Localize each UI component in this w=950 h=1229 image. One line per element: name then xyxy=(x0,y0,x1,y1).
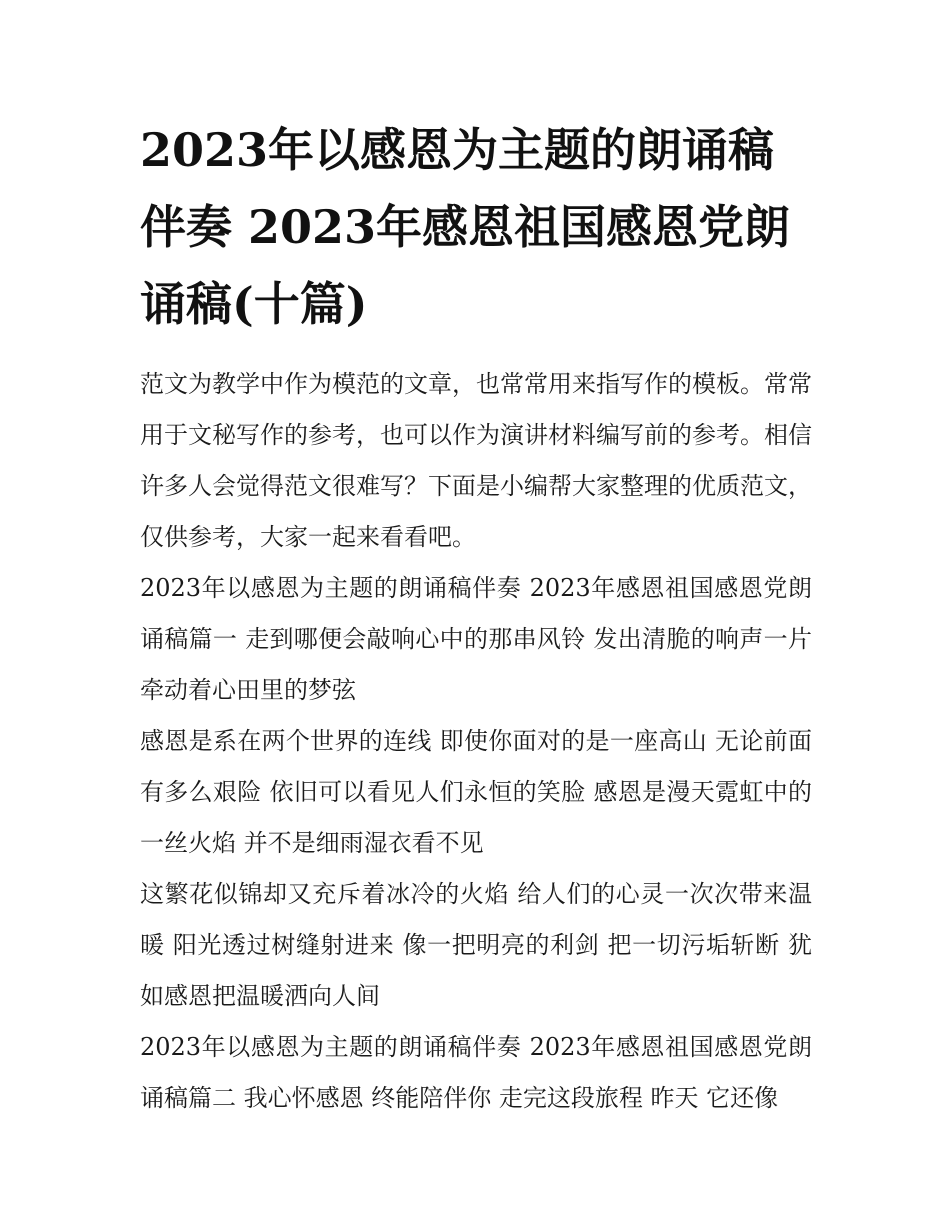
body-paragraph: 2023年以感恩为主题的朗诵稿伴奏 2023年感恩祖国感恩党朗诵稿篇二 我心怀感恩 终能陪伴你 走完这段旅程 昨天 它还像 xyxy=(140,1033,812,1112)
document-title: 2023年以感恩为主题的朗诵稿伴奏 2023年感恩祖国感恩党朗诵稿(十篇) xyxy=(140,123,791,331)
document-body xyxy=(140,359,812,1124)
body-paragraph: 这繁花似锦却又充斥着冰冷的火焰 给人们的心灵一次次带来温暖 阳光透过树缝射进来 像一把明亮的利剑 把一切污垢斩断 犹如感恩把温暖洒向人间 xyxy=(140,880,812,1010)
intro-paragraph: 范文为教学中作为模范的文章，也常常用来指写作的模板。常常用于文秘写作的参考，也可以作为演讲材料编写前的参考。相信许多人会觉得范文很难写？下面是小编帮大家整理的优质范文，仅供参考，大家一起来看看吧。 xyxy=(140,370,812,551)
body-paragraph: 2023年以感恩为主题的朗诵稿伴奏 2023年感恩祖国感恩党朗诵稿篇一 走到哪便会敲响心中的那串风铃 发出清脆的响声一片 牵动着心田里的梦弦 xyxy=(140,574,812,704)
document-page xyxy=(140,112,812,1124)
body-paragraph: 感恩是系在两个世界的连线 即使你面对的是一座高山 无论前面有多么艰险 依旧可以看见人们永恒的笑脸 感恩是漫天霓虹中的一丝火焰 并不是细雨湿衣看不见 xyxy=(140,727,812,857)
